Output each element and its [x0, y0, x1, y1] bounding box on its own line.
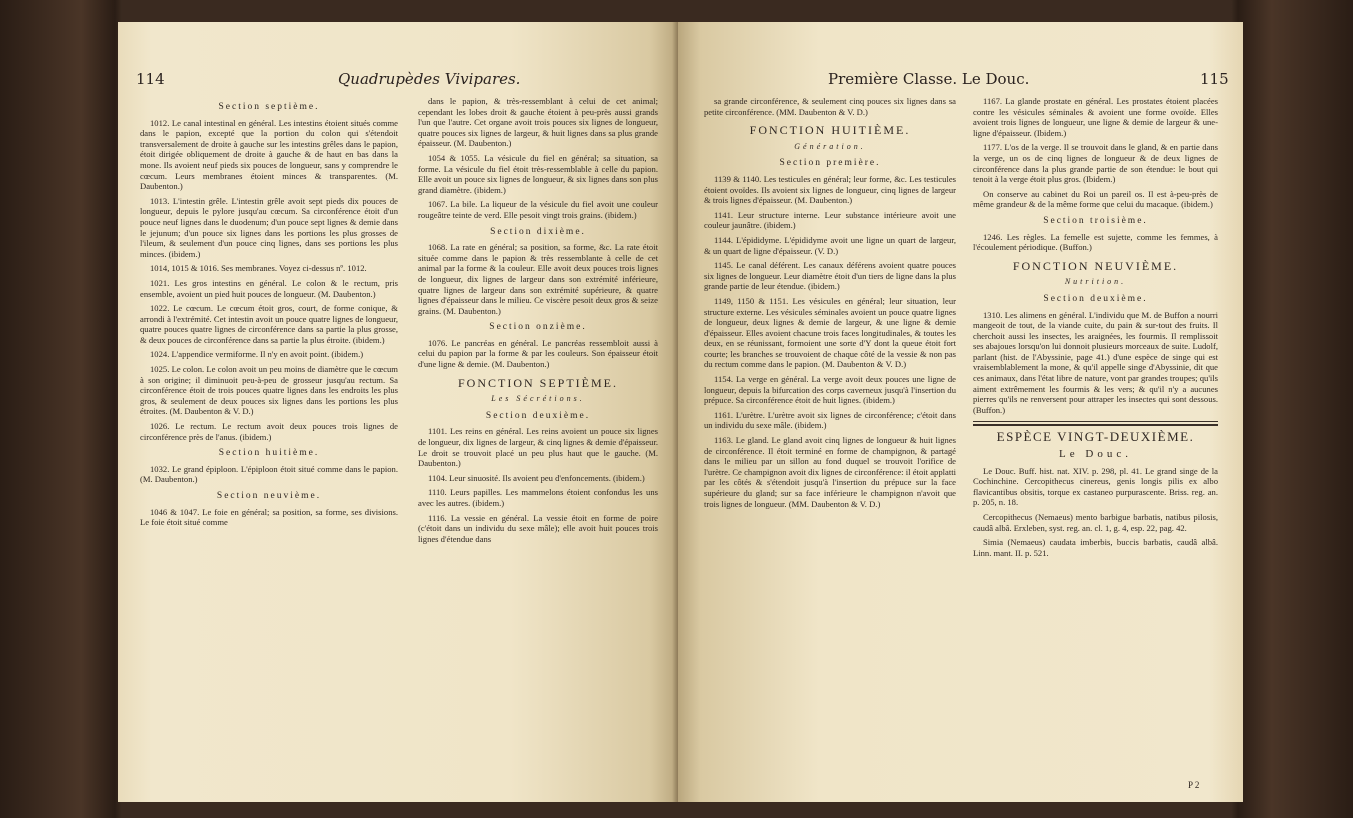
paragraph: Le Douc. Buff. hist. nat. XIV. p. 298, pl. 41. Le grand singe de la Cochinchine. Cercopithecus cinereus, genis longis pilis ex albo flavicantibus obsitis, torque ex castaneo purpurascente. Briss. reg. an. p. 205, n. 18.	[973, 465, 1218, 508]
paragraph: 1076. Le pancréas en général. Le pancréas ressembloit aussi à celui du papion par la forme & par les couleurs. Son épaisseur étoit d'une ligne & demie. (M. Daubenton.)	[418, 337, 658, 370]
paragraph: dans le papion, & très-ressemblant à celui de cet animal; cependant les lobes droit & gauche étoient à peu-près aussi grands l'un que l'autre. Cet organe avoit trois pouces six lignes de longueur, quatre pouces six lignes de largeur, & huit lignes dans sa plus grande épaisseur. (M. Daubenton.)	[418, 96, 658, 149]
running-head-left: Quadrupèdes Vivipares.	[338, 70, 521, 88]
left-column-1	[140, 96, 398, 532]
section-heading: Section deuxième.	[485, 410, 591, 421]
species-title: Le Douc.	[1059, 448, 1132, 461]
paragraph: 1139 & 1140. Les testicules en général; leur forme, &c. Les testicules étoient ovoïdes. Ils avoient six lignes de longueur, cinq lignes de largeur & trois lignes d'épaisseur. (M. Daubenton.)	[704, 173, 956, 206]
page-number-right: 115	[1200, 70, 1229, 88]
paragraph: Simia (Nemaeus) caudata imberbis, buccis barbatis, caudâ albâ. Linn. mant. II. p. 521.	[973, 537, 1218, 558]
paragraph: 1026. Le rectum. Le rectum avoit deux pouces trois lignes de circonférence près de l'anus. (ibidem.)	[140, 421, 398, 442]
rule	[973, 421, 1218, 426]
section-heading: Section septième.	[218, 102, 320, 112]
paragraph: 1161. L'urètre. L'urètre avoit six lignes de circonférence; c'étoit dans un individu du sexe mâle. (ibidem.)	[704, 409, 956, 431]
paragraph: 1144. L'épididyme. L'épididyme avoit une ligne un quart de largeur, & un quart de ligne d'épaisseur. (V. D.)	[704, 234, 956, 256]
espece-heading: ESPÈCE VINGT-DEUXIÈME.	[996, 429, 1195, 445]
section-heading: Section deuxième.	[1043, 293, 1148, 304]
left-page	[118, 22, 678, 802]
subheading: Génération.	[794, 141, 866, 151]
paragraph: 1067. La bile. La liqueur de la vésicule du fiel avoit une couleur rougeâtre teinte de verd. Elle pesoit vingt trois grains. (ibidem.)	[418, 199, 658, 220]
paragraph: 1145. Le canal déférent. Les canaux déférens avoient quatre pouces six lignes de longueur. Leur diamètre étoit d'un tiers de ligne dans la plus grande partie de leur étendue. (ibidem.)	[704, 260, 956, 292]
right-page	[678, 22, 1243, 802]
paragraph: 1116. La vessie en général. La vessie étoit en forme de poire (c'étoit dans un individu du sexe mâle); elle avoit huit pouces trois lignes d'étendue dans	[418, 512, 658, 544]
paragraph: Cercopithecus (Nemaeus) mento barbigue barbatis, natibus pilosis, caudâ albâ. Erxleben, syst. reg. an. cl. 1, g. 4, esp. 22, pag. 42.	[973, 512, 1218, 533]
paragraph: 1104. Leur sinuosité. Ils avoient peu d'enfoncements. (ibidem.)	[428, 472, 645, 483]
paragraph: 1012. Le canal intestinal en général. Les intestins étoient situés comme dans le papion, excepté que la portion du colon qui s'étendoit transversalement de droite à gauche sur les intestins grêles dans le papion, étoit dirigée obliquement de droite à gauche & de haut en bas dans la mone. Ils avoient neuf pieds six pouces de longueur, sans y comprendre le cœcum. Leurs membranes étoient minces & transparentes. (M. Daubenton.)	[140, 117, 398, 192]
paragraph: 1167. La glande prostate en général. Les prostates étoient placées contre les vésicules séminales & avoient une forme ovoïde. Elles avoient trois lignes de longueur, une ligne & demie de largeur & une-ligne d'épaisseur. (Ibidem.)	[973, 96, 1218, 138]
paragraph: 1014, 1015 & 1016. Ses membranes. Voyez ci-dessus nº. 1012.	[150, 263, 367, 274]
fonction-heading: FONCTION HUITIÈME.	[749, 123, 911, 138]
paragraph: 1101. Les reins en général. Les reins avoient un pouce six lignes de longueur, dix lignes de largeur, & cinq lignes & demie d'épaisseur. Le droit se trouvoit placé un peu plus haut que le gauche. (M. Daubenton.)	[418, 426, 658, 469]
paragraph: 1246. Les règles. La femelle est sujette, comme les femmes, à l'écoulement périodique. (Buffon.)	[973, 231, 1218, 253]
paragraph: 1310. Les alimens en général. L'individu que M. de Buffon a nourri mangeoit de tout, de la viande cuite, du pain & sur-tout des fruits. Il cherchoit aussi les insectes, les araignées, les fourmis. Il remplissoit ses abajoues lorsqu'on lui donnoit plusieurs morceaux de suite. Ludolf, parlant (hist. de l'Abyssinie, page 41.) d'une espèce de singe qui est vraisemblablement la mone, & qu'il appelle singe d'Abyssinie, dit que ces animaux, dans l'état libre de nature, vont par grandes troupes; qu'ils aiment extrêmement les fourmis & les vers; & qu'il n'y a aucunes pierres qu'ils ne renversent pour attraper les insectes qui sont dessous. (Buffon.)	[973, 309, 1218, 415]
section-heading: Section huitième.	[218, 448, 320, 459]
paragraph: 1046 & 1047. Le foie en général; sa position, sa forme, ses divisions. Le foie étoit situé comme	[140, 506, 398, 528]
paragraph: 1154. La verge en général. La verge avoit deux pouces une ligne de longueur, depuis la bifurcation des corps caverneux jusqu'à l'insertion du prépuce. Sa circonférence étoit de huit lignes. (ibidem.)	[704, 374, 956, 406]
paragraph: 1032. Le grand épiploon. L'épiploon étoit situé comme dans le papion. (M. Daubenton.)	[140, 463, 398, 485]
paragraph: 1013. L'intestin grêle. L'intestin grêle avoit sept pieds dix pouces de longueur, depuis le pylore jusqu'au cœcum. Sa circonférence étoit d'un pouce neuf lignes dans le duodenum; d'un pouce sept lignes & demie dans le jejunum; d'un pouce six lignes dans les portions les plus grosses de l'ileum, & seulement d'un pouce cinq lignes, dans ses portions les plus minces. (ibidem.)	[140, 195, 398, 259]
paragraph: 1021. Les gros intestins en général. Le colon & le rectum, pris ensemble, avoient un pied huit pouces de longueur. (M. Daubenton.)	[140, 277, 398, 299]
section-heading: Section neuvième.	[216, 491, 322, 501]
subheading: Les Sécrétions.	[491, 394, 585, 404]
paragraph: 1163. Le gland. Le gland avoit cinq lignes de longueur & huit lignes de circonférence. Il étoit terminé en forme de champignon, & partagé dans le milieu par un sillon au fond duquel se trouvoit l'orifice de l'urètre. Ce champignon avoit dix lignes de circonférence: il étoit applatti par les côtés & s'étendoit jusqu'à l'insertion du prépuce sur la face supérieure du gland; sur sa face inférieure le champignon n'avoit que trois lignes de longueur. (MM. Daubenton & V. D.)	[704, 435, 956, 509]
paragraph: 1025. Le colon. Le colon avoit un peu moins de diamètre que le cœcum à son origine; il diminuoit peu-à-peu de grosseur jusqu'au rectum. Sa circonférence étoit de trois pouces quatre lignes dans les endroits les plus gros, & seulement de deux pouces six lignes dans les portions les plus étroites. (M. Daubenton & V. D.)	[140, 364, 398, 417]
paragraph: 1110. Leurs papilles. Les mammelons étoient confondus les uns avec les autres. (ibidem.)	[418, 487, 658, 508]
fonction-heading: FONCTION SEPTIÈME.	[457, 375, 618, 390]
paragraph: sa grande circonférence, & seulement cinq pouces six lignes dans sa petite circonférence. (MM. Daubenton & V. D.)	[704, 96, 956, 117]
subheading: Nutrition.	[1064, 277, 1127, 287]
paragraph: 1024. L'appendice vermiforme. Il n'y en avoit point. (ibidem.)	[150, 349, 364, 360]
paragraph: 1177. L'os de la verge. Il se trouvoit dans le gland, & en partie dans la verge, un os de cinq lignes de longueur & de deux lignes de circonférence dans la plus grande partie de son étendue: le bout qui tenoit à la verge étoit plus gros. (Ibidem.)	[973, 142, 1218, 185]
paragraph: On conserve au cabinet du Roi un pareil os. Il est à-peu-près de même grandeur & de la même forme que celui du macaque. (ibidem.)	[973, 188, 1218, 210]
paragraph: 1068. La rate en général; sa position, sa forme, &c. La rate étoit située comme dans le papion & très ressemblante à celle de cet animal par la forme & la couleur. Elle avoit deux pouces trois lignes de longueur, dix lignes de largeur dans son extrémité inférieure, quatre lignes de largeur dans son extrémité supérieure, & quatre lignes d'épaisseur dans le milieu. Ce viscère pesoit deux gros & seize grains. (M. Daubenton.)	[418, 242, 658, 316]
section-heading: Section onzième.	[489, 322, 587, 333]
paragraph: 1054 & 1055. La vésicule du fiel en général; sa situation, sa forme. La vésicule du fiel étoit très-ressemblable à celle du papion. Elle avoit un pouce six lignes de longueur, & six lignes dans son plus grand diamètre. (ibidem.)	[418, 152, 658, 195]
paragraph: 1149, 1150 & 1151. Les vésicules en général; leur situation, leur structure externe. Les vésicules séminales avoient un pouce quatre lignes de longueur, deux lignes & demie de largeur, & une ligne & demie d'épaisseur. Elles avoient chacune trois faces longitudinales, & toutes les deux, en se réunissant, formoient une sorte d'Y dont la queue étoit fort courte; les branches se trouvoient de chaque côté de la vessie & non pas du rectum comme dans le papion. (M. Daubenton & V. D.)	[704, 295, 956, 370]
section-heading: Section troisième.	[1043, 215, 1148, 226]
fonction-heading: FONCTION NEUVIÈME.	[1012, 258, 1179, 273]
page-number-left: 114	[136, 70, 165, 88]
right-column-1	[704, 96, 956, 513]
paragraph: 1022. Le cœcum. Le cœcum étoit gros, court, de forme conique, & arrondi à l'extrémité. Cet intestin avoit un pouce quatre lignes de longueur, quatre pouces quatre lignes de circonférence dans sa partie la plus grosse, & deux pouces de circonférence dans sa partie la plus étroite. (ibidem.)	[140, 303, 398, 345]
right-column-2	[973, 96, 1218, 562]
left-column-2	[418, 96, 658, 548]
running-head-right: Première Classe. Le Douc.	[828, 70, 1030, 88]
paragraph: 1141. Leur structure interne. Leur substance intérieure avoit une couleur jaunâtre. (ibidem.)	[704, 209, 956, 231]
section-heading: Section dixième.	[490, 226, 586, 237]
section-heading: Section première.	[779, 158, 881, 169]
signature-mark: P 2	[1188, 780, 1200, 790]
